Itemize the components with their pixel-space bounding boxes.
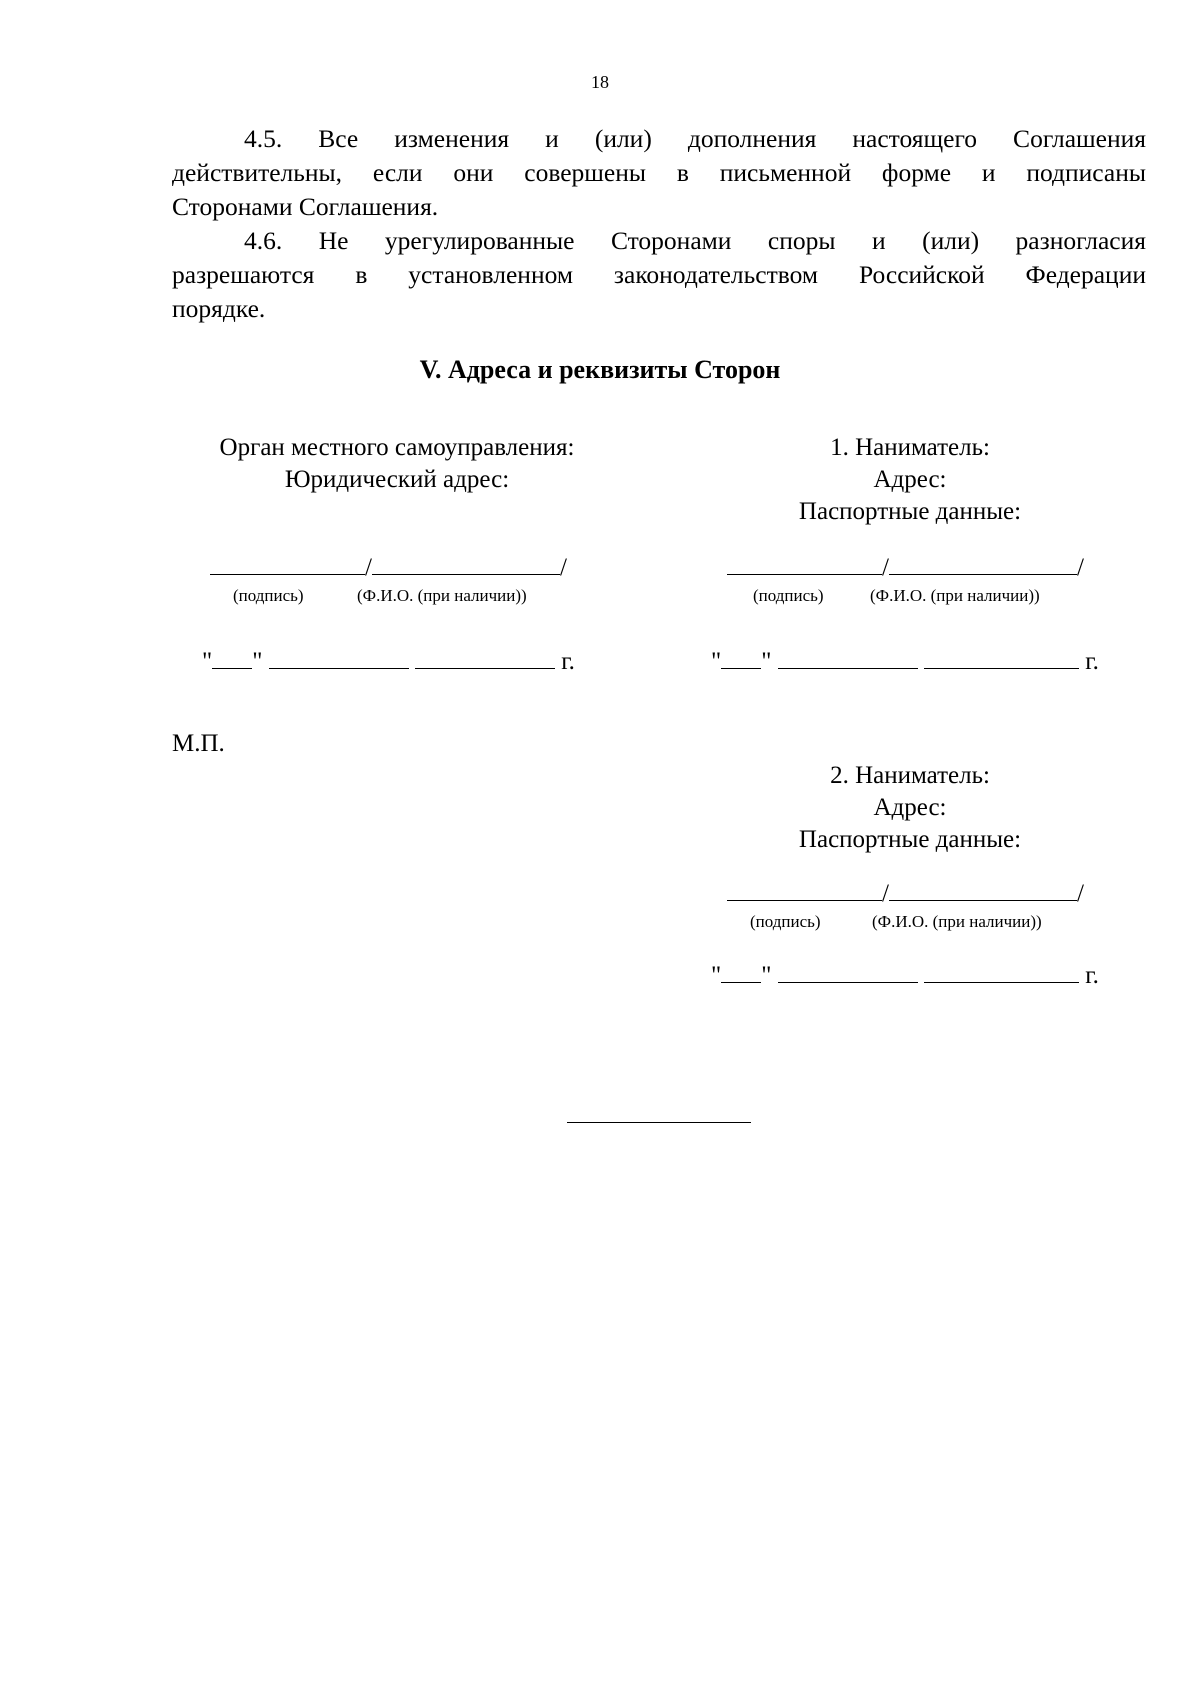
year-blank xyxy=(415,646,555,669)
page-number: 18 xyxy=(591,72,609,92)
paragraph-line: разрешаются в установленном законодательством Российской Федерации xyxy=(172,260,1146,289)
paragraph-4-5 xyxy=(172,122,1146,224)
tenant1-caption-signature: (подпись) xyxy=(753,586,824,605)
signature-slash: / xyxy=(882,554,889,581)
left-party-title: Орган местного самоуправления: xyxy=(219,434,575,461)
tenant2-date-line xyxy=(711,960,1099,990)
paragraph-line: Сторонами Соглашения. xyxy=(172,192,439,221)
year-suffix: г. xyxy=(1085,648,1099,675)
signature-slash: / xyxy=(1076,554,1084,581)
stamp-label: М.П. xyxy=(172,730,225,757)
left-party-block xyxy=(172,432,622,496)
tenant2-block xyxy=(720,760,1100,856)
signature-blank xyxy=(210,552,365,575)
year-suffix: г. xyxy=(561,648,575,675)
date-quote: " xyxy=(761,648,772,675)
paragraph-line: действительны, если они совершены в письменной форме и подписаны xyxy=(172,158,1146,187)
date-quote: " xyxy=(202,648,213,675)
year-suffix: г. xyxy=(1085,962,1099,989)
year-blank xyxy=(924,646,1079,669)
signature-slash: / xyxy=(559,554,567,581)
left-signature-line xyxy=(210,552,567,582)
year-blank xyxy=(924,960,1079,983)
name-blank xyxy=(889,552,1077,575)
day-blank xyxy=(721,646,761,669)
date-quote: " xyxy=(761,962,772,989)
day-blank xyxy=(721,960,761,983)
tenant2-signature-line xyxy=(727,878,1084,908)
tenant2-address-label: Адрес: xyxy=(873,794,947,821)
date-quote: " xyxy=(711,962,722,989)
tenant1-passport-label: Паспортные данные: xyxy=(798,498,1022,525)
paragraph-4-6 xyxy=(172,224,1146,326)
month-blank xyxy=(778,960,918,983)
tenant1-address-label: Адрес: xyxy=(873,466,947,493)
tenant2-passport-label: Паспортные данные: xyxy=(798,826,1022,853)
signature-blank xyxy=(727,552,882,575)
name-blank xyxy=(889,878,1077,901)
tenant1-block xyxy=(720,432,1100,528)
month-blank xyxy=(778,646,918,669)
signature-slash: / xyxy=(365,554,372,581)
month-blank xyxy=(269,646,409,669)
paragraph-line: порядке. xyxy=(172,294,266,323)
left-party-address-label: Юридический адрес: xyxy=(284,466,510,493)
name-blank xyxy=(372,552,560,575)
tenant1-date-line xyxy=(711,646,1099,676)
left-caption-name: (Ф.И.О. (при наличии)) xyxy=(357,586,527,605)
day-blank xyxy=(212,646,252,669)
date-quote: " xyxy=(711,648,722,675)
paragraph-line: 4.5. Все изменения и (или) дополнения настоящего Соглашения xyxy=(244,124,1146,153)
left-date-line xyxy=(202,646,575,676)
signature-slash: / xyxy=(882,880,889,907)
end-divider xyxy=(567,1122,751,1123)
section-heading: V. Адреса и реквизиты Сторон xyxy=(419,355,781,384)
paragraph-line: 4.6. Не урегулированные Сторонами споры и (или) разногласия xyxy=(244,226,1146,255)
date-quote: " xyxy=(252,648,263,675)
tenant1-signature-line xyxy=(727,552,1084,582)
tenant2-title: 2. Наниматель: xyxy=(830,762,990,789)
tenant1-title: 1. Наниматель: xyxy=(830,434,990,461)
tenant2-caption-signature: (подпись) xyxy=(750,912,821,931)
signature-blank xyxy=(727,878,882,901)
tenant2-caption-name: (Ф.И.О. (при наличии)) xyxy=(872,912,1042,931)
signature-slash: / xyxy=(1076,880,1084,907)
tenant1-caption-name: (Ф.И.О. (при наличии)) xyxy=(870,586,1040,605)
left-caption-signature: (подпись) xyxy=(233,586,304,605)
